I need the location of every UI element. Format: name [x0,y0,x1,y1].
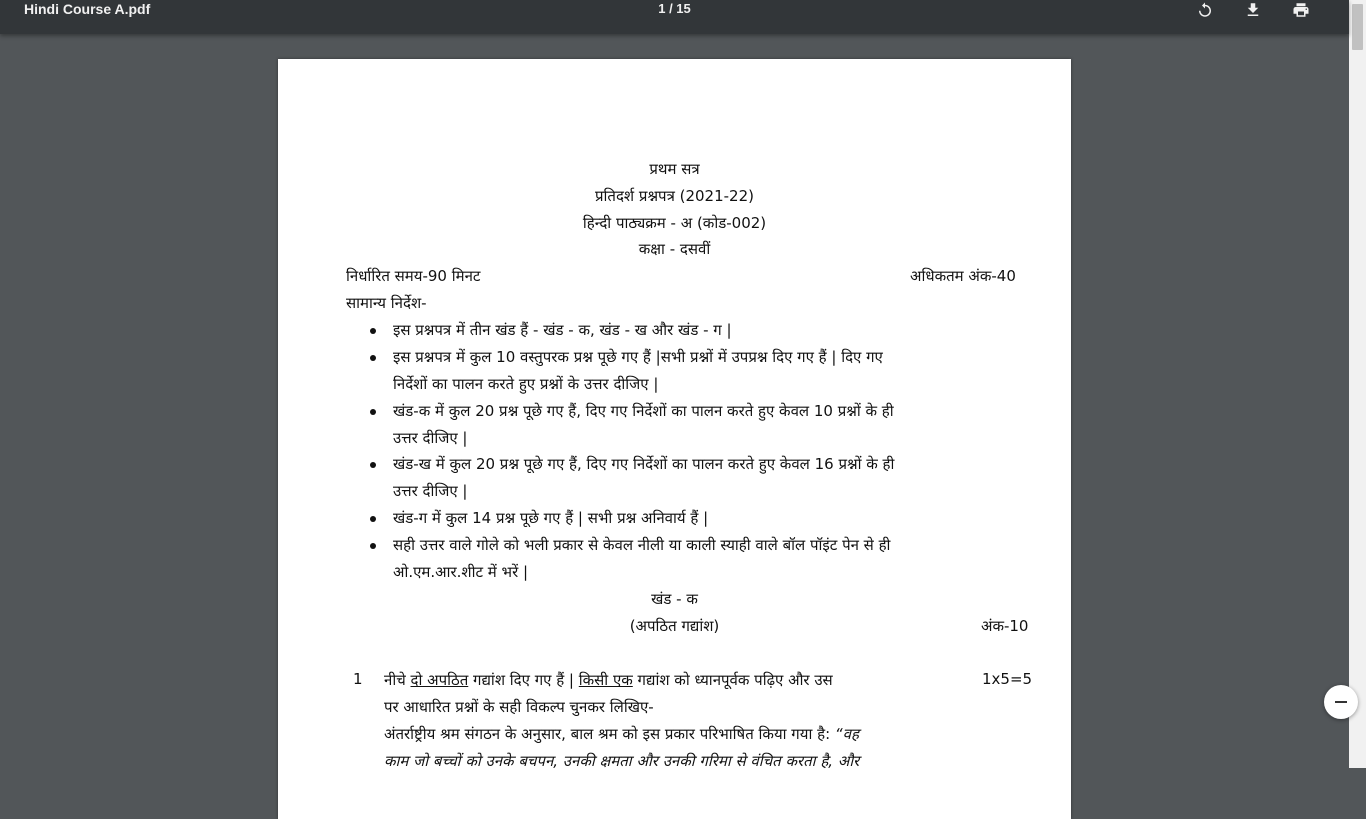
underlined-phrase: दो अपठित [410,671,469,689]
pdf-toolbar [0,0,1349,34]
rotate-button[interactable] [1190,0,1220,20]
section-marks: अंक-10 [981,617,1029,635]
header-line-3: हिन्दी पाठ्यक्रम - अ (कोड-002) [582,214,767,232]
passage-line-2: काम जो बच्चों को उनके बचपन, उनकी क्षमता और उनकी गरिमा से वंचित करता है, और [384,752,860,770]
instruction-6-cont: ओ.एम.आर.शीट में भरें | [393,563,529,581]
bullet-dot [370,516,376,522]
question-line-1: नीचे दो अपठित गद्यांश दिए गए हैं | किसी एक गद्यांश को ध्यानपूर्वक पढ़िए और उस [384,671,833,689]
scrollbar-thumb[interactable] [1352,4,1363,50]
print-button[interactable] [1286,0,1316,20]
header-line-1: प्रथम सत्र [649,160,700,178]
instruction-2-cont: निर्देशों का पालन करते हुए प्रश्नों के उत्तर दीजिए | [393,375,659,393]
instruction-4: खंड-ख में कुल 20 प्रश्न पूछे गए हैं, दिए गए निर्देशों का पालन करते हुए केवल 16 प्रश्नों के ही [393,455,895,473]
page-indicator: 1 / 15 [658,1,691,16]
instructions-title: सामान्य निर्देश- [346,294,427,312]
instruction-1: इस प्रश्नपत्र में तीन खंड हैं - खंड - क, खंड - ख और खंड - ग | [393,321,732,339]
passage-line-1: अंतर्राष्ट्रीय श्रम संगठन के अनुसार, बाल श्रम को इस प्रकार परिभाषित किया गया है: “वह [384,725,859,743]
document-title: Hindi Course A.pdf [24,1,151,17]
question-marks: 1x5=5 [982,670,1033,688]
pdf-page [278,59,1071,819]
vertical-scrollbar[interactable] [1349,0,1366,768]
print-icon [1292,1,1310,19]
header-line-2: प्रतिदर्श प्रश्नपत्र (2021-22) [595,187,754,205]
instruction-4-cont: उत्तर दीजिए | [393,482,468,500]
bullet-dot [370,409,376,415]
instruction-3-cont: उत्तर दीजिए | [393,429,468,447]
download-icon [1244,1,1262,19]
instruction-6: सही उत्तर वाले गोले को भली प्रकार से केवल नीली या काली स्याही वाले बॉल पॉइंट पेन से ही [393,536,891,554]
instruction-3: खंड-क में कुल 20 प्रश्न पूछे गए हैं, दिए गए निर्देशों का पालन करते हुए केवल 10 प्रश्नों के ही [393,402,894,420]
question-number: 1 [353,670,363,688]
bullet-dot [370,355,376,361]
bullet-dot [370,462,376,468]
max-marks: अधिकतम अंक-40 [910,267,1016,285]
bullet-dot [370,543,376,549]
minus-icon [1335,701,1347,703]
zoom-out-button[interactable] [1324,685,1358,719]
underlined-phrase: किसी एक [578,671,633,689]
rotate-icon [1196,1,1214,19]
instruction-5: खंड-ग में कुल 14 प्रश्न पूछे गए हैं | सभी प्रश्न अनिवार्य हैं | [393,509,709,527]
bullet-dot [370,328,376,334]
section-subtitle: (अपठित गद्यांश) [629,617,720,635]
time-allowed: निर्धारित समय-90 मिनट [346,267,481,285]
section-title: खंड - क [651,590,698,608]
question-line-2: पर आधारित प्रश्नों के सही विकल्प चुनकर लिखिए- [384,698,654,716]
header-line-4: कक्षा - दसवीं [638,240,711,258]
instruction-2: इस प्रश्नपत्र में कुल 10 वस्तुपरक प्रश्न पूछे गए हैं |सभी प्रश्नों में उपप्रश्न दिए गए हैं | दिए गए [393,348,883,366]
download-button[interactable] [1238,0,1268,20]
